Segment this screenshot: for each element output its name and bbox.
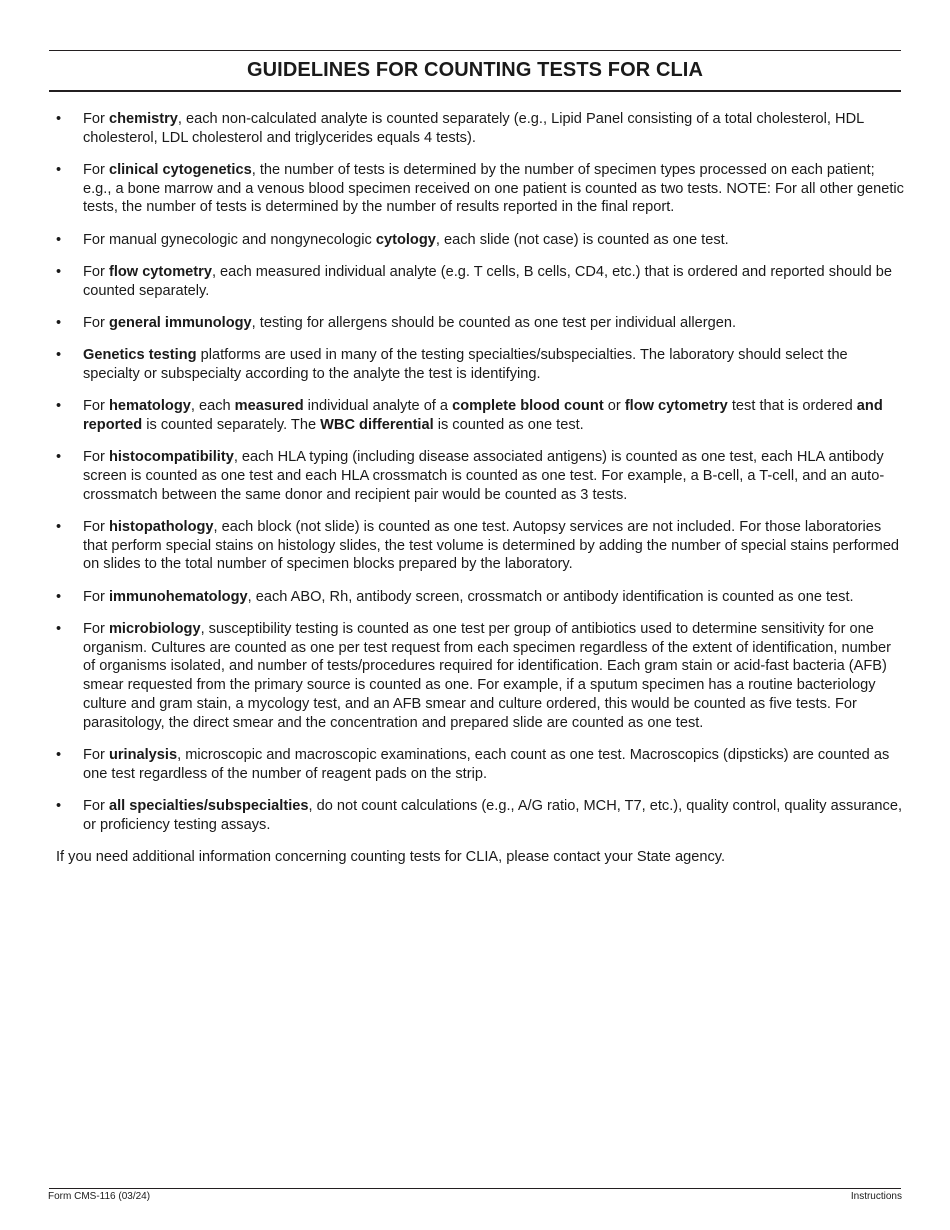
item-text: , testing for allergens should be counted as one test per individual allergen.: [251, 315, 737, 331]
list-item-immunohematology: [56, 588, 906, 607]
item-text: is counted separately. The: [142, 417, 321, 433]
item-text: For: [83, 588, 109, 605]
item-text: For manual gynecologic and nongynecologic: [83, 231, 376, 248]
item-keyword: all specialties/subspecialties: [108, 797, 309, 814]
bullet: •: [56, 111, 62, 127]
bullet: •: [56, 315, 62, 331]
item-text: , each: [190, 398, 235, 415]
top-divider: [49, 50, 901, 51]
item-text: , each slide (not case) is counted as one test.: [435, 231, 729, 248]
item-keyword: immunohematology: [108, 588, 248, 605]
bullet: •: [56, 746, 62, 763]
list-item-microbiology: [56, 620, 906, 732]
list-item-urinalysis: [56, 746, 906, 783]
bullet: •: [56, 347, 62, 364]
item-text: , each HLA typing (including disease associated antigens) is counted as one test, each HLA antibody screen is counted as one test and each HLA crossmatch is counted as one test. For example, a B-cell, a T-cell, and an auto-crossmatch between the same donor and recipient pair would be counted as 3 tests.: [83, 449, 885, 503]
item-keyword: flow cytometry: [108, 264, 212, 280]
item-text: For: [83, 111, 109, 127]
item-keyword: hematology: [108, 398, 191, 415]
guidelines-list: [56, 110, 906, 834]
bullet: •: [56, 449, 62, 466]
item-keyword: measured: [234, 398, 304, 415]
list-item-general-immunology: [56, 314, 906, 333]
item-text: platforms are used in many of the testing specialties/subspecialties. The laboratory should select the specialty or subspecialty according to the analyte the test is identifying.: [83, 347, 848, 382]
list-item-histopathology: [56, 518, 906, 574]
list-item-histocompatibility: [56, 448, 906, 504]
item-text: , each non-calculated analyte is counted separately (e.g., Lipid Panel consisting of a total cholesterol, HDL cholesterol, LDL cholesterol and triglycerides equals 4 tests).: [83, 111, 864, 146]
item-text: For: [83, 797, 109, 814]
item-keyword: histocompatibility: [108, 449, 234, 466]
item-text: test that is ordered: [727, 398, 857, 415]
item-text: , the number of tests is determined by the number of specimen types processed on each patient; e.g., a bone marrow and a venous blood specimen received on one patient is counted as two tests. NOTE: For all other genetic tests, the number of tests is determined by the number of results reported in the final report.: [83, 162, 904, 216]
page-title: GUIDELINES FOR COUNTING TESTS FOR CLIA: [246, 59, 704, 81]
item-text: is counted as one test.: [433, 417, 584, 433]
item-keyword: general immunology: [108, 315, 252, 331]
item-text: For: [83, 746, 109, 763]
item-text: , susceptibility testing is counted as one test per group of antibiotics used to determine sensitivity for one organism. Cultures are counted as one per test request from each specimen regardless of the extent of identification, number of organisms isolated, and number of tests/procedures required for identification. Each gram stain or acid-fast bacteria (AFB) smear requested from the primary source is counted as one. For example, if a sputum specimen has a routine bacteriology culture and gram stain, a mycology test, and an AFB smear and culture ordered, this would be counted as five tests. For parasitology, the direct smear and the concentration and prepared slide are counted as one test.: [83, 621, 891, 731]
item-text: For: [83, 449, 109, 466]
list-item-genetics-testing: [56, 346, 906, 383]
bullet: •: [56, 797, 62, 814]
item-keyword: WBC differential: [320, 417, 434, 433]
guidelines-content: [56, 110, 906, 867]
item-text: , each measured individual analyte (e.g. T cells, B cells, CD4, etc.) that is ordered and reported should be counted separately.: [83, 264, 893, 299]
item-text: For: [83, 264, 109, 280]
item-keyword: flow cytometry: [624, 398, 728, 415]
item-keyword: chemistry: [108, 111, 178, 127]
item-keyword: complete blood count: [452, 398, 604, 415]
item-keyword: clinical cytogenetics: [108, 162, 252, 178]
item-text: , microscopic and macroscopic examinations, each count as one test. Macroscopics (dipsticks) are counted as one test regardless of the number of reagent pads on the strip.: [83, 746, 890, 782]
item-keyword: urinalysis: [108, 746, 178, 763]
item-text: For: [83, 315, 109, 331]
bullet: •: [56, 519, 62, 535]
footer-section-label: Instructions: [850, 1191, 902, 1202]
list-item-flow-cytometry: [56, 263, 906, 300]
item-text: , each ABO, Rh, antibody screen, crossmatch or antibody identification is counted as one test.: [247, 588, 854, 605]
item-text: individual analyte of a: [303, 398, 453, 415]
bullet: •: [56, 621, 62, 637]
bullet: •: [56, 398, 62, 415]
item-text: or: [603, 398, 625, 415]
item-keyword: and reported: [83, 398, 883, 433]
item-text: For: [83, 162, 109, 178]
item-text: For: [83, 621, 109, 637]
item-text: For: [83, 519, 109, 535]
title-divider: [49, 90, 901, 92]
item-keyword: histopathology: [108, 519, 214, 535]
form-id: Form CMS-116 (03/24): [48, 1191, 151, 1202]
item-keyword: microbiology: [108, 621, 201, 637]
footer-divider: [49, 1188, 901, 1189]
bullet: •: [56, 264, 62, 280]
list-item-cytology: [56, 231, 906, 250]
bullet: •: [56, 588, 62, 605]
list-item-all-specialties: [56, 797, 906, 834]
item-keyword: cytology: [375, 231, 436, 248]
list-item-hematology: [56, 397, 906, 434]
item-text: , each block (not slide) is counted as one test. Autopsy services are not included. For those laboratories that perform special stains on histology slides, the test volume is determined by adding the number of special stains performed on slides to the total number of specimen blocks prepared by the laboratory.: [83, 519, 900, 573]
list-item-chemistry: [56, 110, 906, 147]
bullet: •: [56, 162, 62, 178]
bullet: •: [56, 231, 62, 248]
item-text: For: [83, 398, 109, 415]
item-text: , do not count calculations (e.g., A/G ratio, MCH, T7, etc.), quality control, quality assurance, or proficiency testing assays.: [83, 797, 903, 833]
list-item-clinical-cytogenetics: [56, 161, 906, 217]
item-keyword: Genetics testing: [83, 347, 197, 364]
closing-note: If you need additional information concerning counting tests for CLIA, please contact your State agency.: [56, 848, 726, 865]
